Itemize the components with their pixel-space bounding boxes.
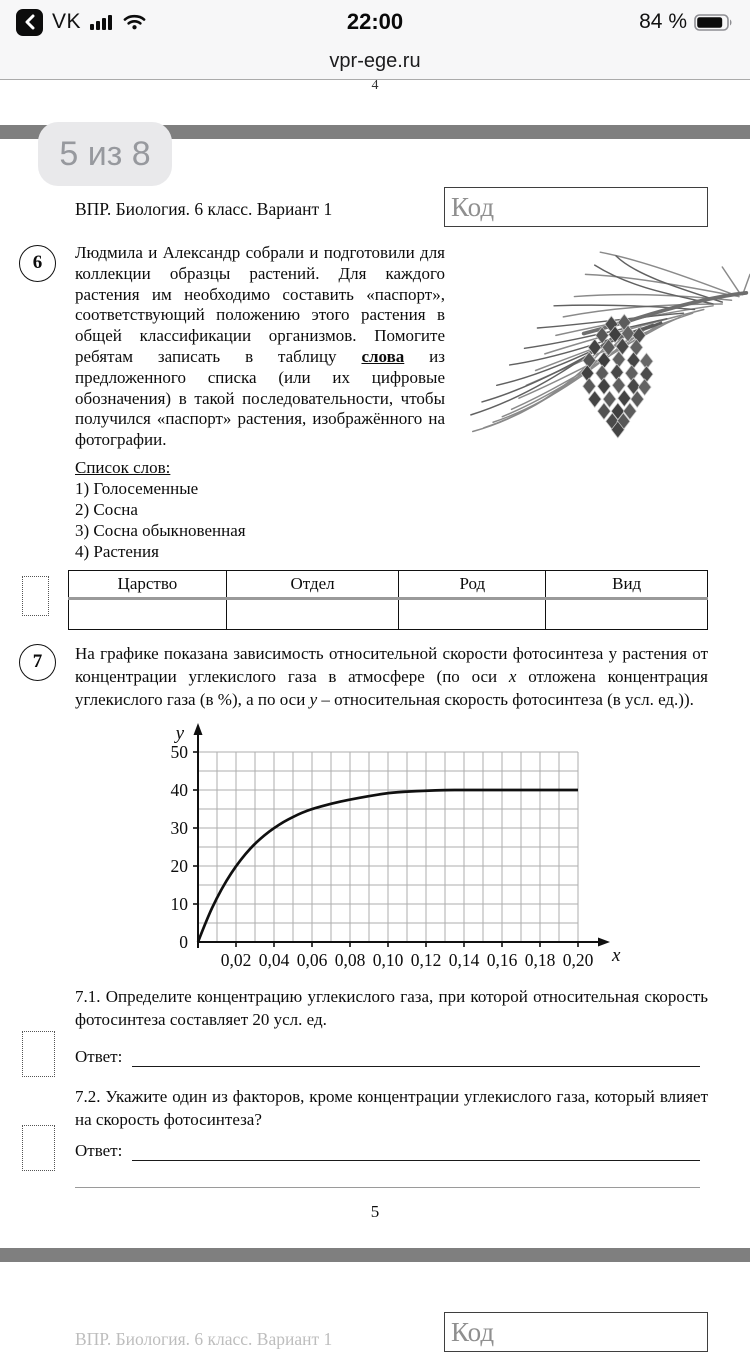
pine-branch-photo	[445, 243, 750, 451]
document-title: ВПР. Биология. 6 класс. Вариант 1	[75, 1328, 333, 1349]
q6-text-before: Людмила и Александр собрали и подготовили для коллекции образцы растений. Для каждого растения им необходимо составить «паспорт», соответствующий положению этого растения в общей классификации организмов. Помогите ребятам записать в таблицу	[75, 243, 445, 366]
url-text: vpr-ege.ru	[329, 50, 421, 72]
svg-text:x: x	[612, 944, 621, 966]
table-cell-empty	[69, 598, 227, 629]
svg-text:0,10: 0,10	[372, 949, 404, 970]
document-title: ВПР. Биология. 6 класс. Вариант 1	[75, 199, 333, 219]
word-list	[75, 457, 750, 562]
document-page-6-preview	[0, 1262, 750, 1352]
page-separator	[0, 1248, 750, 1262]
page-number: 5	[370, 1201, 380, 1221]
q6-text-bold: слова	[361, 346, 405, 366]
classification-table	[68, 570, 708, 630]
code-field-box: Код	[444, 187, 708, 227]
svg-text:30: 30	[170, 817, 188, 838]
question-7-badge: 7	[19, 644, 56, 681]
word-list-item: 1) Голосеменные	[75, 478, 199, 498]
browser-address-bar[interactable]	[0, 44, 750, 80]
question-6	[0, 243, 750, 562]
pine-branch-cone-image	[445, 239, 750, 441]
answer-blank-line	[132, 1047, 700, 1067]
classification-table-section	[0, 570, 750, 630]
svg-text:0,16: 0,16	[486, 949, 518, 970]
table-row	[69, 598, 708, 629]
svg-text:0,12: 0,12	[410, 949, 442, 970]
answer-7-2	[75, 1139, 700, 1161]
table-cell-empty	[226, 598, 399, 629]
svg-text:0: 0	[179, 931, 188, 952]
question-7-2-text: 7.2. Укажите один из факторов, кроме концентрации углекислого газа, который влияет на скорость фотосинтеза?	[75, 1086, 708, 1129]
document-page-5	[0, 139, 750, 1222]
table-header-division: Отдел	[226, 570, 399, 598]
table-header-kingdom: Царство	[69, 570, 227, 598]
question-7	[0, 642, 750, 1188]
svg-text:0,04: 0,04	[258, 949, 290, 970]
score-box	[22, 576, 49, 616]
answer-7-1	[75, 1045, 700, 1067]
svg-text:50: 50	[170, 741, 188, 762]
word-list-item: 4) Растения	[75, 541, 159, 561]
table-cell-empty	[399, 598, 546, 629]
svg-text:0,02: 0,02	[220, 949, 252, 970]
svg-text:40: 40	[170, 779, 188, 800]
q7-var-x: x	[508, 666, 517, 686]
svg-text:y: y	[175, 722, 184, 744]
question-6-text	[75, 243, 445, 451]
word-list-item: 3) Сосна обыкновенная	[75, 520, 246, 540]
word-list-item: 2) Сосна	[75, 499, 138, 519]
code-field-box: Код	[444, 1312, 708, 1352]
answer-label: Ответ:	[75, 1046, 123, 1066]
question-6-badge: 6	[19, 245, 56, 282]
table-cell-empty	[546, 598, 708, 629]
page-indicator-badge: 5 из 8	[38, 122, 172, 186]
svg-text:0,14: 0,14	[448, 949, 480, 970]
q7-var-y: y	[309, 689, 318, 709]
clock: 22:00	[346, 9, 404, 34]
previous-page-bottom	[0, 80, 750, 125]
svg-text:0,08: 0,08	[334, 949, 366, 970]
document-viewer[interactable]	[0, 78, 750, 1349]
word-list-title: Список слов:	[75, 457, 171, 477]
answer-label: Ответ:	[75, 1140, 123, 1160]
answer-blank-line	[132, 1141, 700, 1161]
q6-text-after: из предложенного списка (или их цифровые обозначения) в такой последовательности, чтобы получился «паспорт» растения, изображённого на фотографии.	[75, 346, 445, 450]
table-header-species: Вид	[546, 570, 708, 598]
q7-text-part3: – относительная скорость фотосинтеза (в усл. ед.)).	[317, 689, 694, 709]
svg-text:0,18: 0,18	[524, 949, 556, 970]
previous-page-number: 4	[371, 78, 379, 93]
svg-text:10: 10	[170, 893, 188, 914]
carrier-label: VK	[52, 10, 82, 33]
question-7-1-text: 7.1. Определите концентрацию углекислого газа, при которой относительная скорость фотосинтеза составляет 20 усл. ед.	[75, 986, 708, 1029]
score-box	[22, 1031, 55, 1077]
score-box	[22, 1125, 55, 1171]
status-bar	[0, 0, 750, 44]
svg-text:0,06: 0,06	[296, 949, 328, 970]
photosynthesis-chart	[148, 715, 630, 977]
svg-text:20: 20	[170, 855, 188, 876]
battery-percent-label: 84 %	[639, 10, 687, 33]
q7-text-part1: На графике показана зависимость относительной скорости фотосинтеза у растения от концентрации углекислого газа в атмосфере (по оси	[75, 643, 708, 686]
answer-continuation-line	[75, 1187, 700, 1188]
svg-text:0,20: 0,20	[562, 949, 594, 970]
battery-icon	[694, 13, 734, 32]
q7-text-part2: отложена концентрация углекислого газа (в %), а по оси	[75, 666, 709, 709]
question-7-text	[75, 642, 708, 711]
table-header-genus: Род	[399, 570, 546, 598]
